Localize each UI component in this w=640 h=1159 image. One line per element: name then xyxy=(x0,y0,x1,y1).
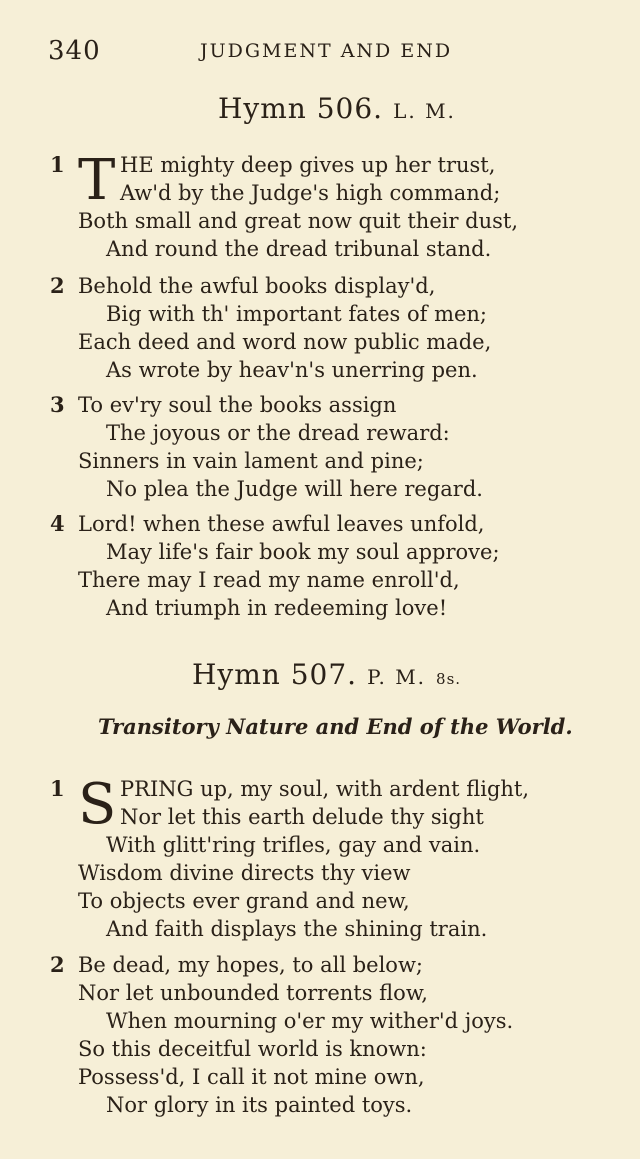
hymn-507-meter: P. M. xyxy=(367,665,427,689)
stanza-number: 2 xyxy=(50,952,65,977)
hymn-506-number: Hymn 506. xyxy=(218,92,384,125)
verse-text: There may I read my name enroll'd, xyxy=(78,568,460,592)
stanza-number: 2 xyxy=(50,273,65,298)
verse-line xyxy=(50,356,610,384)
verse-text: The joyous or the dread reward: xyxy=(106,421,450,445)
drop-cap: S xyxy=(78,772,117,837)
hymn-507-stanza-2 xyxy=(50,951,610,1119)
hymn-507-title xyxy=(192,658,461,691)
verse-line xyxy=(50,1035,610,1063)
verse-text: Each deed and word now public made, xyxy=(78,330,492,354)
verse-text: So this deceitful world is known: xyxy=(78,1037,427,1061)
hymn-506-stanza-1 xyxy=(50,148,610,263)
verse-line xyxy=(50,538,610,566)
verse-text: Big with th' important fates of men; xyxy=(106,302,488,326)
page-header xyxy=(48,36,608,70)
verse-text: Nor let this earth delude thy sight xyxy=(120,805,484,829)
hymn-506-title xyxy=(218,92,456,125)
verse-text: And round the dread tribunal stand. xyxy=(106,237,492,261)
verse-text: PRING up, my soul, with ardent flight, xyxy=(120,777,530,801)
verse-line xyxy=(50,510,610,538)
verse-line xyxy=(50,1091,610,1119)
stanza-number: 1 xyxy=(50,776,65,801)
verse-text: Sinners in vain lament and pine; xyxy=(78,449,424,473)
verse-line xyxy=(50,1007,610,1035)
verse-line xyxy=(50,803,610,831)
hymn-507-stanza-1 xyxy=(50,772,610,943)
page-number: 340 xyxy=(48,36,101,66)
verse-line xyxy=(50,272,610,300)
verse-line xyxy=(50,419,610,447)
running-head: JUDGMENT AND END xyxy=(200,40,453,62)
verse-line xyxy=(50,859,610,887)
verse-text: When mourning o'er my wither'd joys. xyxy=(106,1009,514,1033)
verse-line xyxy=(50,447,610,475)
verse-line xyxy=(50,887,610,915)
verse-text: No plea the Judge will here regard. xyxy=(106,477,483,501)
verse-text: To ev'ry soul the books assign xyxy=(78,393,397,417)
verse-text: Lord! when these awful leaves unfold, xyxy=(78,512,485,536)
verse-line xyxy=(50,179,610,207)
verse-line xyxy=(50,328,610,356)
verse-line xyxy=(50,915,610,943)
verse-text: To objects ever grand and new, xyxy=(78,889,410,913)
verse-line xyxy=(50,831,610,859)
stanza-number: 4 xyxy=(50,511,65,536)
verse-text: And faith displays the shining train. xyxy=(106,917,488,941)
verse-text: Be dead, my hopes, to all below; xyxy=(78,953,424,977)
hymn-506-stanza-3 xyxy=(50,391,610,503)
stanza-number: 1 xyxy=(50,152,65,177)
verse-line xyxy=(50,207,610,235)
verse-text: Nor let unbounded torrents flow, xyxy=(78,981,428,1005)
hymn-507-meter-extra: 8s. xyxy=(436,670,462,688)
verse-text: As wrote by heav'n's unerring pen. xyxy=(106,358,478,382)
verse-text: With glitt'ring trifles, gay and vain. xyxy=(106,833,481,857)
hymn-507-subtitle: Transitory Nature and End of the World. xyxy=(98,714,573,739)
verse-line xyxy=(50,566,610,594)
verse-line xyxy=(50,951,610,979)
verse-line xyxy=(50,235,610,263)
verse-text: Nor glory in its painted toys. xyxy=(106,1093,413,1117)
stanza-number: 3 xyxy=(50,392,65,417)
verse-line xyxy=(50,300,610,328)
verse-text: Aw'd by the Judge's high command; xyxy=(120,181,501,205)
verse-text: Both small and great now quit their dust, xyxy=(78,209,519,233)
verse-line xyxy=(50,1063,610,1091)
verse-line xyxy=(50,475,610,503)
verse-text: And triumph in redeeming love! xyxy=(106,596,448,620)
hymn-506-stanza-2 xyxy=(50,272,610,384)
hymn-506-meter: L. M. xyxy=(393,99,456,123)
hymn-506-stanza-4 xyxy=(50,510,610,622)
verse-text: May life's fair book my soul approve; xyxy=(106,540,500,564)
verse-line xyxy=(50,391,610,419)
verse-line xyxy=(50,594,610,622)
verse-line xyxy=(50,979,610,1007)
hymn-507-number: Hymn 507. xyxy=(192,658,358,691)
verse-text: HE mighty deep gives up her trust, xyxy=(120,153,496,177)
verse-text: Possess'd, I call it not mine own, xyxy=(78,1065,425,1089)
verse-text: Wisdom divine directs thy view xyxy=(78,861,411,885)
verse-text: Behold the awful books display'd, xyxy=(78,274,436,298)
drop-cap: T xyxy=(78,148,116,213)
